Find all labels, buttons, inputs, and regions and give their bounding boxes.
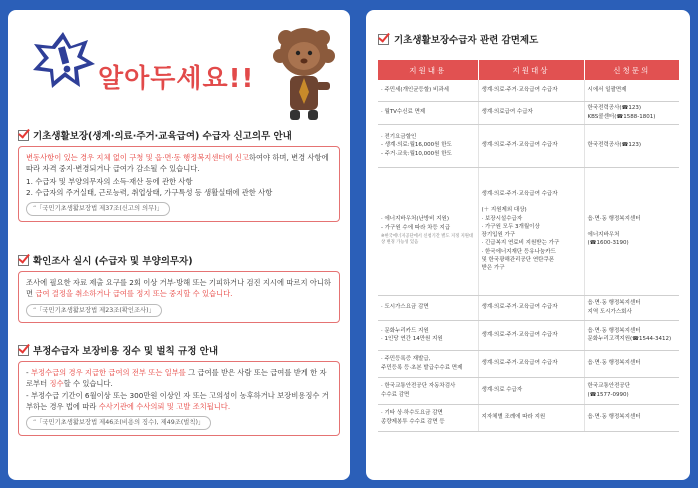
highlight-text: 급여 결정을 취소하거나 급여를 정지 또는 중지할 수 있습니다.	[35, 289, 233, 299]
cell-content: · 문화누리카드 지원 · 1인당 연간 14만원 지원	[378, 320, 478, 350]
section-verification	[18, 253, 340, 323]
cell-content: · 전기요금할인 - 생계·의료:월16,000원 한도 - 주거·교육:월10,000원 한도	[378, 124, 478, 167]
cell-content: · 한국교통안전공단 자동차검사 수수료 감면	[378, 377, 478, 404]
law-reference: “ 「국민기초생활보장법 제23조(확인조사)」	[26, 304, 162, 318]
cell-target: 생계·의료·주거·교육급여 수급자	[478, 124, 584, 167]
left-panel	[8, 10, 350, 480]
table-header-row	[378, 60, 679, 80]
cell-contact: 읍·면·동 행정복지센터 에너지바우처 (☎1600-3190)	[584, 167, 679, 295]
list-item: 2. 수급자의 주거실태, 근로능력, 취업상태, 가구특성 등 생활실태에 관한 사항	[26, 187, 273, 197]
checkbox-check-icon	[18, 345, 29, 356]
checkbox-check-icon	[378, 34, 389, 45]
section-report-duty	[18, 128, 340, 222]
body-text: 그 급여를 받은 사람 또는 급여를 받게 한 자로부터	[26, 368, 327, 389]
list-item: 1. 수급자 및 부양의무자의 소득·재산 등에 관한 사항	[26, 176, 193, 186]
exclamation-burst-icon	[30, 30, 96, 90]
section-penalty	[18, 343, 340, 436]
bullet-2	[26, 390, 332, 413]
hero	[8, 10, 350, 125]
body-text: 조사에 필요한 자료 제출 요구를 2회 이상 거부·방해 또는 기피하거나 검진 지시에 따르지 아니하면	[26, 278, 331, 299]
cell-contact: 읍·면·동 행정복지센터	[584, 404, 679, 431]
mascot-character-icon	[266, 24, 342, 124]
checkbox-check-icon	[18, 130, 29, 141]
body-text: 할 수 있습니다.	[63, 379, 113, 389]
checkbox-check-icon	[18, 255, 29, 266]
cell-text: · 에너지바우처(난방비 지원) - 가구원 수에 따라 차등 지급	[381, 216, 451, 231]
column-header: 신청문의	[584, 60, 679, 80]
cell-contact: 한국전력공사(☎123)	[584, 124, 679, 167]
right-panel	[366, 10, 690, 480]
cell-target: 생계·의료·주거·교육급여 수급자	[478, 80, 584, 101]
cell-target: 생계·의료·주거·교육급여 수급자	[478, 350, 584, 377]
cell-content: · 월TV수신료 면제	[378, 101, 478, 124]
table-row	[378, 320, 679, 350]
item-list	[26, 176, 332, 199]
cell-target: 생계·의료·주거·교육급여 수급자	[478, 295, 584, 320]
cell-contact: 한국교통안전공단 (☎1577-0990)	[584, 377, 679, 404]
cell-note: ※한국에너지공단에서 신청기간 별도 지정 지원대상 변경 가능성 있음	[381, 233, 474, 246]
table-row	[378, 377, 679, 404]
highlight-text: 수사기관에 수사의뢰 및 고발 조치됩니다.	[98, 401, 231, 411]
body-text: 하여야 하며, 변경 사항에 따라 자격 중지·변경되거나 급여가 감소될 수 있습니다.	[26, 153, 329, 174]
cell-contact: 읍·면·동 행정복지센터 문화누리고객지원(☎1544-3412)	[584, 320, 679, 350]
benefits-table	[378, 60, 679, 432]
column-header: 지원내용	[378, 60, 478, 80]
section-header	[378, 32, 538, 46]
cell-target: 생계·의료 수급자	[478, 377, 584, 404]
table-row	[378, 124, 679, 167]
page-title: 알아두세요!!	[98, 64, 255, 94]
cell-target: 생계·의료·주거·교육급여 수급자 (＋ 지원제외 대상) · 보장시설수급자 · 가구원 모두 3개월이상 장기입원 가구 · 긴급복지 연료비 지원받는 가구 · 한국에너지재단 등유나눔카드 및 한국광해관리공단 연탄쿠폰 받은 가구	[478, 167, 584, 295]
cell-content: · 기타 상·하수도요금 감면 종량제봉투 수수료 감면 등	[378, 404, 478, 431]
law-reference: “ 「국민기초생활보장법 제46조(비용의 징수), 제49조(벌칙)」	[26, 416, 211, 430]
law-reference: “ 「국민기초생활보장법 제37조(신고의 의무)」	[26, 202, 170, 216]
cell-contact: 읍·면·동 행정복지센터 지역 도시가스회사	[584, 295, 679, 320]
cell-content: · 도시가스요금 감면	[378, 295, 478, 320]
column-header: 지원대상	[478, 60, 584, 80]
cell-content: · 주민등록증 재발급, 주민등록 등·초본 발급수수료 면제	[378, 350, 478, 377]
section-title: 기초생활보장수급자 관련 감면제도	[394, 35, 539, 46]
section-body	[18, 271, 340, 323]
section-title: 부정수급자 보장비용 징수 및 벌칙 규정 안내	[33, 346, 219, 357]
cell-target: 생계·의료급여 수급자	[478, 101, 584, 124]
table-row	[378, 167, 679, 295]
table-row	[378, 404, 679, 431]
cell-contact: 읍·면·동 행정복지센터	[584, 350, 679, 377]
highlight-text: 부정수급의 경우 지급한 급여의 전부 또는 일부를	[30, 368, 186, 377]
highlight-text: 징수	[49, 379, 64, 389]
table-row	[378, 80, 679, 101]
cell-content: · 주민세(개인균등할) 비과세	[378, 80, 478, 101]
body-text: - 부정수급 기간이 6월이상 또는 300만원 이상인 자 또는 고의성이 농후하거나 보장비용징수 거부하는 경우 법에 따라	[26, 390, 329, 411]
watermark-logo: 안민일보	[591, 451, 688, 479]
cell-contact: 한국전력공사(☎123) KBS콜센터(☎1588-1801)	[584, 101, 679, 124]
cell-contact: 시에서 일괄면제	[584, 80, 679, 101]
section-title: 기초생활보장(생계·의료·주거·교육급여) 수급자 신고의무 안내	[33, 131, 292, 142]
table-row	[378, 350, 679, 377]
cell-content	[378, 167, 478, 295]
section-title: 확인조사 실시 (수급자 및 부양의무자)	[33, 256, 193, 267]
highlight-text: 변동사항이 있는 경우 지체 없이 구청 및 읍·면·동 행정복지센터에 신고	[26, 153, 249, 162]
bullet-1	[26, 367, 332, 390]
section-body	[18, 146, 340, 222]
cell-target: 지자체별 조례에 따라 지원	[478, 404, 584, 431]
table-row	[378, 101, 679, 124]
cell-target: 생계·의료·주거·교육급여 수급자	[478, 320, 584, 350]
section-body	[18, 361, 340, 436]
table-row	[378, 295, 679, 320]
bullet-prefix: -	[26, 368, 31, 377]
